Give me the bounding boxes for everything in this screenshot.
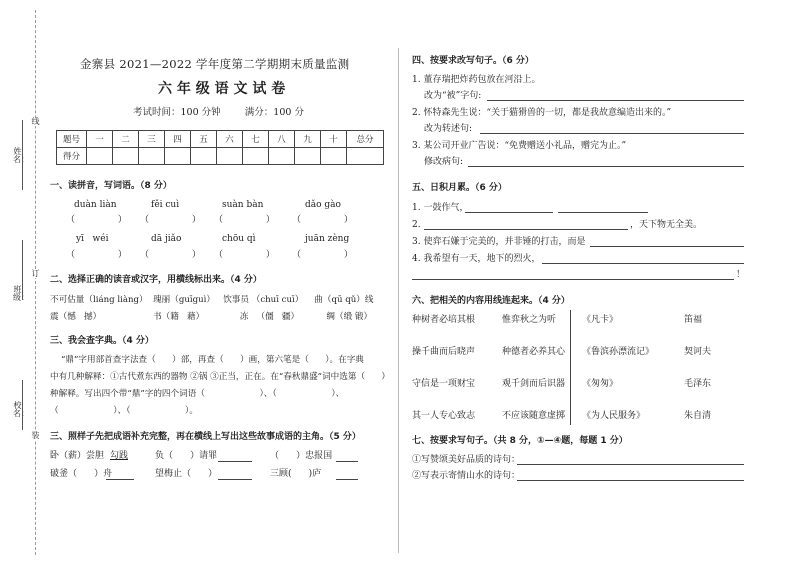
answer-parens[interactable]: （ ） (292, 215, 353, 225)
binding-line (35, 10, 36, 555)
score-entry[interactable] (321, 148, 347, 165)
pinyin: suàn bàn (222, 200, 264, 210)
score-cell: 九 (295, 131, 321, 148)
match-item[interactable]: 朱自清 (684, 411, 712, 421)
binding-ding-char: 订 (31, 269, 40, 278)
accumulate-q3: 3. 使弈石嫌于完美的，并非锤的打击，而是 (412, 237, 586, 247)
rewrite-q2-hint: 改为转述句: (424, 124, 473, 134)
idiom-blank[interactable]: 望梅止（ ） (155, 469, 218, 479)
score-cell: 六 (217, 131, 243, 148)
answer-line[interactable] (487, 100, 744, 101)
score-entry[interactable] (165, 148, 191, 165)
section-match-title: 六、把相关的内容用线连起来。（4 分） (412, 296, 570, 306)
binding-zhuang-char: 装 (31, 431, 40, 440)
section-3-line-3[interactable]: 种解释。写出四个带“鼎”字的四个词语（ ）、（ ）、 (50, 389, 345, 399)
match-item[interactable]: 操千曲而后晓声 (412, 347, 476, 357)
match-item[interactable]: 毛泽东 (684, 379, 712, 389)
match-item[interactable]: 惟弈秋之为听 (502, 315, 557, 325)
score-table-score-row (57, 148, 384, 165)
score-entry[interactable] (139, 148, 165, 165)
county-title: 金寨县 2021—2022 学年度第二学期期末质量监测 (80, 57, 350, 71)
score-entry[interactable] (269, 148, 295, 165)
school-label: 校名： (13, 401, 29, 418)
answer-line[interactable] (336, 461, 358, 462)
pinyin: yī wéi (76, 234, 109, 244)
rewrite-q3: 3. 某公司开业广告说：“免费赠送小礼品，赠完为止。” (412, 141, 627, 151)
idiom-blank[interactable]: （ ）忠报国 (270, 451, 333, 461)
score-cell: 一 (87, 131, 113, 148)
idiom-example-answer: 勾践 (110, 451, 129, 461)
answer-line[interactable] (218, 461, 252, 462)
match-item[interactable]: 种德者必养其心 (502, 347, 566, 357)
column-divider (398, 48, 399, 553)
match-item[interactable]: 《鲁滨孙漂流记》 (582, 347, 655, 357)
accumulate-q1: 1. 一鼓作气， (412, 203, 469, 213)
answer-line[interactable] (558, 212, 648, 213)
rewrite-q1: 1. 董存瑞把炸药包放在河沿上。 (412, 75, 541, 85)
score-cell: 题号 (57, 131, 87, 148)
score-cell: 四 (165, 131, 191, 148)
answer-line[interactable] (542, 263, 744, 264)
match-item[interactable]: 笛福 (684, 315, 703, 325)
answer-line[interactable] (106, 479, 134, 480)
rewrite-q3-hint: 修改病句: (424, 157, 464, 167)
answer-line[interactable] (468, 166, 744, 167)
pinyin: juān zèng (305, 234, 350, 244)
answer-line[interactable] (517, 464, 744, 465)
pinyin: dā jiǎo (151, 234, 182, 244)
exam-time-line: 考试时间：100 分钟 满分：100 分 (133, 107, 304, 118)
school-underline (22, 380, 23, 430)
score-table-header-row (57, 131, 384, 148)
score-cell: 七 (243, 131, 269, 148)
section-sentences-title: 七、按要求写句子。（共 8 分，①—④题，每题 1 分） (412, 436, 628, 446)
section-1-title: 一、读拼音，写词语。（8 分） (50, 181, 172, 191)
score-entry[interactable] (243, 148, 269, 165)
match-item[interactable]: 守信是一项财宝 (412, 379, 476, 389)
idiom-blank[interactable]: 破釜（ ）舟 (50, 469, 113, 479)
answer-parens[interactable]: （ ） (292, 250, 353, 260)
idiom-blank[interactable]: 负（ ）请罪 (155, 451, 218, 461)
pinyin: fěi cuì (151, 200, 180, 210)
rewrite-q1-hint: 改为“被”字句: (424, 91, 482, 101)
score-cell: 五 (191, 131, 217, 148)
section-accumulate-title: 五、日积月累。（6 分） (412, 183, 507, 193)
exam-title: 六 年 级 语 文 试 卷 (158, 81, 286, 97)
accumulate-q4-end: ！ (736, 270, 746, 280)
accumulate-q2-end: ，天下物无全美。 (630, 220, 703, 230)
section-3-title: 三、我会查字典。（4 分） (50, 336, 154, 346)
score-entry[interactable] (295, 148, 321, 165)
score-entry[interactable] (113, 148, 139, 165)
score-entry[interactable] (191, 148, 217, 165)
accumulate-q4: 4. 我希望有一天，地下的烈火， (412, 254, 541, 264)
match-separator (570, 310, 571, 425)
section-3-line-4[interactable]: （ ）、（ ）。 (50, 406, 198, 416)
answer-line[interactable] (218, 479, 252, 480)
match-item[interactable]: 《为人民服务》 (582, 411, 646, 421)
name-label: 姓名： (13, 147, 29, 164)
score-row-label: 得分 (57, 148, 87, 165)
answer-line[interactable] (465, 212, 553, 213)
score-cell: 十 (321, 131, 347, 148)
score-entry[interactable] (347, 148, 384, 165)
score-entry[interactable] (217, 148, 243, 165)
answer-parens[interactable]: （ ） (66, 215, 127, 225)
match-item[interactable]: 其一人专心致志 (412, 411, 476, 421)
name-underline (22, 120, 23, 190)
match-item[interactable]: 种树者必培其根 (412, 315, 476, 325)
answer-parens[interactable]: （ ） (214, 215, 275, 225)
match-item[interactable]: 《凡卡》 (582, 315, 619, 325)
section-2-line-2[interactable]: 震（憾 撼） 书（籍 藉） 冻 （僵 疆） 绸（缎 锻） (50, 312, 373, 322)
answer-line[interactable] (480, 133, 744, 134)
accumulate-q2-number: 2. (412, 220, 421, 230)
match-item[interactable]: 观千剑而后识器 (502, 379, 566, 389)
pinyin: duàn liàn (74, 200, 117, 210)
score-cell: 总分 (347, 131, 384, 148)
binding-line-char: 线 (31, 117, 40, 126)
section-2-title: 二、选择正确的读音或汉字，用横线标出来。（4 分） (50, 275, 262, 285)
answer-line[interactable] (412, 279, 734, 280)
idiom-example: 卧（薪）尝胆 (50, 451, 105, 461)
score-cell: 二 (113, 131, 139, 148)
class-label: 班级： (13, 285, 29, 302)
answer-line[interactable] (424, 229, 628, 230)
sentence-q2: ②写表示寄情山水的诗句： (412, 471, 521, 481)
section-3-line-2[interactable]: 中有几种解释：①古代煮东西的器物 ②锅 ③正当，正在。在“春秋鼎盛”词中选第（ ） (50, 372, 391, 382)
score-entry[interactable] (87, 148, 113, 165)
pinyin: dǎo gào (305, 200, 341, 210)
match-item[interactable]: 契诃夫 (684, 347, 712, 357)
section-rewrite-title: 四、按要求改写句子。（6 分） (412, 56, 534, 66)
section-3-line-1[interactable]: “鼎”字用部首查字法查（ ）部，再查（ ）画，第六笔是（ ）。在字典 (61, 355, 364, 365)
answer-parens[interactable]: （ ） (214, 250, 275, 260)
pinyin: chōu qì (222, 234, 256, 244)
answer-line[interactable] (590, 246, 744, 247)
idiom-blank[interactable]: 三顾( )庐 (270, 469, 322, 479)
match-item[interactable]: 《匆匆》 (582, 379, 619, 389)
score-cell: 三 (139, 131, 165, 148)
section-4-title: 三、照样子先把成语补充完整，再在横线上写出这些故事成语的主角。（5 分） (50, 432, 361, 442)
sentence-q1: ①写赞颂美好品质的诗句： (412, 455, 521, 465)
rewrite-q2: 2. 怀特森先生说：“关于猫猾兽的一切，都是我故意编造出来的。” (412, 108, 672, 118)
answer-line[interactable] (336, 479, 358, 480)
score-cell: 八 (269, 131, 295, 148)
answer-parens[interactable]: （ ） (66, 250, 127, 260)
class-underline (22, 240, 23, 300)
score-table (56, 130, 384, 165)
section-2-line-1[interactable]: 不可估量（liáng liàng） 瑰丽（guīguì） 饮事员 （chuī cuī） 曲（qū qǔ）线 (50, 295, 374, 305)
answer-parens[interactable]: （ ） (140, 250, 201, 260)
match-item[interactable]: 不应该随意虚掷 (502, 411, 566, 421)
answer-line[interactable] (517, 480, 744, 481)
answer-parens[interactable]: （ ） (140, 215, 201, 225)
